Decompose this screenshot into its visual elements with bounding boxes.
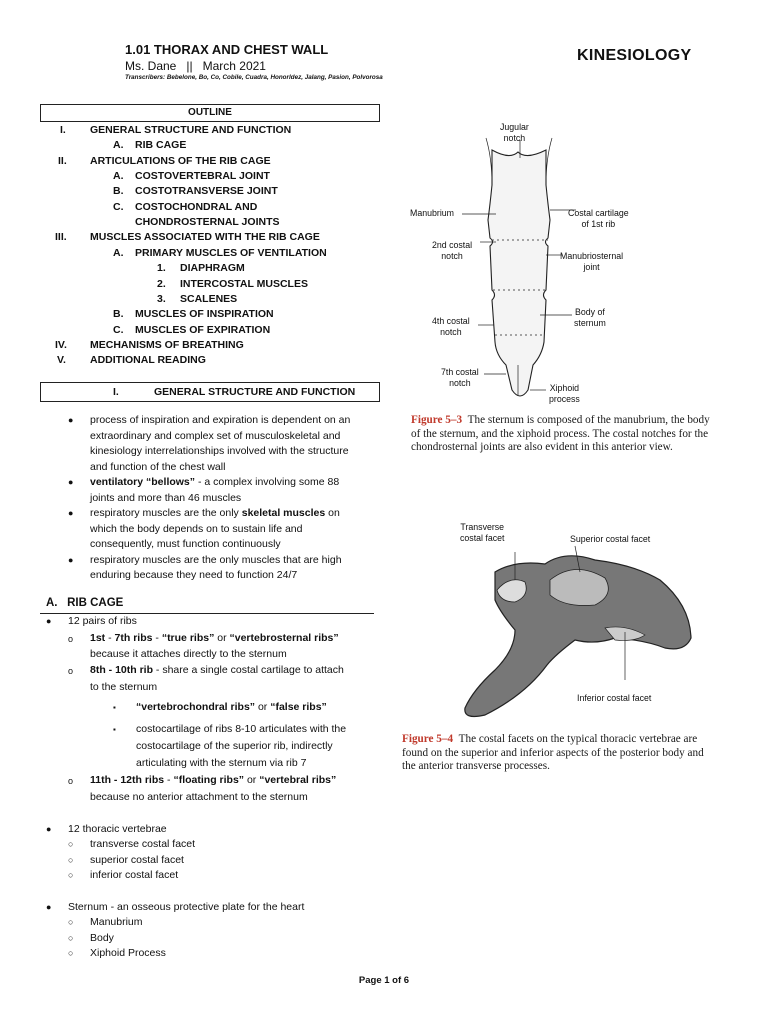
text-line: costocartilage of ribs 8-10 articulates with the — [136, 722, 347, 735]
text-span: 12 pairs of ribs — [68, 615, 137, 627]
list-item — [68, 837, 386, 853]
label-2nd-costal-notch: 2nd costal notch — [432, 240, 473, 261]
hollow-bullet-icon: ○ — [68, 839, 74, 849]
superior-facet-shape — [550, 569, 608, 605]
outline-item-text: SCALENES — [180, 292, 238, 305]
term-bold: 11th - 12th ribs — [90, 773, 165, 786]
hollow-bullet-icon: ○ — [68, 870, 74, 880]
bullet-icon: ● — [68, 554, 74, 565]
text-span: Xiphoid Process — [90, 947, 166, 959]
text-span: - share a single costal cartilage to attach — [153, 663, 344, 676]
instructor-date: Ms. Dane || March 2021 — [125, 59, 266, 73]
outline-heading: OUTLINE — [40, 104, 380, 122]
sublist — [68, 915, 386, 962]
hollow-bullet-icon: ○ — [68, 948, 74, 958]
text-line: because it attaches directly to the sternum — [90, 647, 287, 660]
outline-item-text: COSTOVERTEBRAL JOINT — [135, 170, 270, 183]
term-bold: ventilatory “bellows” — [90, 476, 196, 488]
hollow-bullet-icon: ○ — [68, 932, 74, 943]
text-line: and function of the chest wall — [90, 460, 226, 473]
figure-label: Figure 5–3 — [411, 414, 463, 426]
text-line: process of inspiration and expiration is dependent on an — [90, 414, 351, 426]
outline-item-number: IV. — [55, 338, 67, 351]
list-item — [68, 475, 388, 506]
circle-bullet-icon: o — [68, 665, 74, 676]
rib-cage-content — [46, 614, 386, 962]
subject-title: KINESIOLOGY — [577, 47, 692, 64]
text-span: - — [152, 631, 162, 644]
outline-item-text: DIAPHRAGM — [180, 262, 245, 275]
list-item — [46, 822, 386, 884]
text-span: superior costal facet — [90, 853, 184, 866]
bullet-icon: ● — [46, 616, 52, 626]
text-line: because no anterior attachment to the sternum — [90, 790, 308, 803]
list-item — [46, 662, 386, 696]
text-line: articulating with the sternum via rib 7 — [136, 756, 307, 769]
outline-item-number: 1. — [157, 262, 166, 275]
outline-item-number: A. — [113, 170, 124, 183]
term-bold: “vertebral ribs” — [259, 773, 337, 786]
outline-item-text: ADDITIONAL READING — [90, 354, 206, 367]
label-jugular-notch: Jugular notch — [500, 122, 529, 143]
label-manubriosternal-joint: Manubriosternal joint — [560, 251, 624, 272]
term-bold: “floating ribs” — [173, 773, 245, 786]
label-transverse-costal-facet: Transverse costal facet — [460, 522, 505, 543]
text-line: 12 thoracic vertebrae — [68, 822, 167, 835]
text-line: respiratory muscles are the only muscles that are high — [90, 553, 342, 566]
text-span: respiratory muscles are the only — [90, 507, 242, 519]
list-item — [46, 614, 386, 630]
outline-item-number: 2. — [157, 277, 166, 290]
label-inferior-costal-facet: Inferior costal facet — [577, 693, 652, 703]
term-bold: skeletal muscles — [241, 507, 326, 519]
list-item — [68, 868, 386, 884]
text-span: inferior costal facet — [90, 869, 179, 881]
circle-bullet-icon: o — [68, 775, 74, 786]
list-item — [68, 506, 388, 553]
outline-item-text: ARTICULATIONS OF THE RIB CAGE — [90, 154, 271, 167]
text-span: - a complex involving some 88 — [195, 476, 340, 488]
term-bold: 1st — [90, 631, 106, 644]
bullet-icon: ● — [68, 477, 74, 487]
outline-item-text: INTERCOSTAL MUSCLES — [180, 277, 308, 290]
bullet-icon: ● — [46, 823, 52, 834]
outline-item-text: MUSCLES OF EXPIRATION — [135, 323, 271, 336]
caption-text: The sternum is composed of the manubrium, the body of the sternum, and the xiphoid process. The costal notches for the chondrosternal joints are also evident in this anterior view. — [411, 414, 710, 453]
list-item — [68, 553, 388, 584]
outline-item-number: I. — [60, 124, 66, 136]
text-line: extraordinary and complex set of musculoskeletal and — [90, 429, 341, 442]
outline-item-text: GENERAL STRUCTURE AND FUNCTION — [90, 124, 292, 136]
bullet-icon: ● — [68, 415, 74, 425]
small-bullet-icon: ▪ — [113, 702, 116, 712]
text-span: or — [255, 700, 271, 713]
section-heading-general-structure — [40, 382, 380, 402]
outline-item-number: V. — [57, 354, 66, 367]
text-span: Body — [90, 931, 114, 944]
sublist — [68, 837, 386, 884]
section1-bullets — [68, 413, 388, 584]
circle-bullet-icon: o — [68, 633, 74, 644]
section-number: I. — [113, 386, 119, 398]
list-item — [46, 772, 386, 806]
subsection-heading-rib-cage: A. RIB CAGE — [46, 597, 124, 609]
hollow-bullet-icon: ○ — [68, 917, 74, 927]
figure-label: Figure 5–4 — [402, 733, 454, 745]
text-span: Manubrium — [90, 916, 143, 928]
outline-item-number: A. — [113, 246, 124, 259]
outline-item-number: B. — [113, 185, 124, 198]
text-line: consequently, must function continuously — [90, 538, 281, 550]
term-bold: “false ribs” — [270, 700, 327, 713]
outline-item-number: II. — [58, 154, 67, 167]
outline-item-number: 3. — [157, 292, 166, 305]
bullet-icon: ● — [68, 508, 74, 518]
outline-item-text: MUSCLES ASSOCIATED WITH THE RIB CAGE — [90, 231, 320, 244]
outline-item-number: C. — [113, 200, 124, 213]
text-line: enduring because they need to function 24/7 — [90, 569, 298, 581]
label-7th-costal-notch: 7th costal notch — [441, 367, 479, 388]
list-item — [68, 853, 386, 869]
label-manubrium: Manubrium — [410, 208, 455, 218]
label-costal-cartilage: Costal cartilage of 1st rib — [568, 208, 629, 229]
list-item — [68, 946, 386, 962]
outline-item-text: MUSCLES OF INSPIRATION — [135, 308, 274, 321]
list-item — [68, 931, 386, 947]
transcribers-line: Transcribers: Bebelone, Bo, Co, Cobile, Cuadra, Honorldez, Jalang, Pasion, Polvorosa — [125, 74, 383, 81]
label-superior-costal-facet: Superior costal facet — [570, 534, 651, 544]
list-item — [68, 915, 386, 931]
outline-item-text: CHONDROSTERNAL JOINTS — [135, 216, 280, 229]
text-line: costocartilage of the superior rib, indirectly — [136, 739, 333, 752]
figure-5-3-caption — [411, 414, 716, 455]
label-xiphoid-process: Xiphoid process — [549, 383, 580, 404]
outline-item-number: III. — [55, 231, 67, 244]
list-item — [46, 721, 386, 772]
outline-item-text: MECHANISMS OF BREATHING — [90, 338, 244, 351]
text-line: joints and more than 46 muscles — [90, 491, 242, 504]
text-span: or — [214, 631, 230, 644]
term-bold: “vertebrosternal ribs” — [229, 631, 339, 644]
outline-item-number: B. — [113, 308, 124, 321]
list-item — [68, 413, 388, 475]
section-title: GENERAL STRUCTURE AND FUNCTION — [154, 386, 356, 398]
text-line: to the sternum — [90, 680, 158, 693]
list-item — [46, 699, 386, 716]
list-item — [46, 630, 386, 662]
term-bold: “vertebrochondral ribs” — [136, 700, 256, 713]
term-bold: 8th - 10th rib — [90, 663, 154, 676]
outline-item-text: RIB CAGE — [135, 139, 187, 152]
list-item — [46, 900, 386, 962]
hollow-bullet-icon: ○ — [68, 854, 74, 865]
outline-item-number: A. — [113, 139, 124, 152]
text-line: Sternum - an osseous protective plate for the heart — [68, 900, 305, 913]
caption-text: The costal facets on the typical thoracic vertebrae are found on the superior and inferior aspects of the posterior body and the anterior transverse processes. — [402, 733, 704, 772]
text-line: which the body depends on to sustain life and — [90, 522, 303, 535]
text-span: or — [244, 773, 260, 786]
label-4th-costal-notch: 4th costal notch — [432, 316, 470, 337]
text-span: on — [325, 507, 340, 519]
outline-item-text: COSTOCHONDRAL AND — [135, 200, 258, 213]
page-number: Page 1 of 6 — [358, 975, 410, 986]
outline-item-text: COSTOTRANSVERSE JOINT — [135, 185, 278, 198]
text-span: - — [105, 631, 115, 644]
sternum-shape — [488, 150, 550, 396]
document-title: 1.01 THORAX AND CHEST WALL — [125, 42, 329, 57]
text-line: kinesiology interrelationships involved with the structure — [90, 445, 349, 457]
small-bullet-icon: ▪ — [113, 724, 116, 734]
outline-item-text: PRIMARY MUSCLES OF VENTILATION — [135, 246, 327, 259]
label-body-of-sternum: Body of sternum — [574, 307, 606, 328]
outline-item-number: C. — [113, 323, 124, 336]
text-span: - — [164, 773, 174, 786]
figure-5-4-caption — [402, 733, 717, 774]
term-bold: 7th ribs — [114, 631, 153, 644]
text-span: transverse costal facet — [90, 838, 196, 850]
term-bold: “true ribs” — [161, 631, 215, 644]
bullet-icon: ● — [46, 901, 52, 912]
